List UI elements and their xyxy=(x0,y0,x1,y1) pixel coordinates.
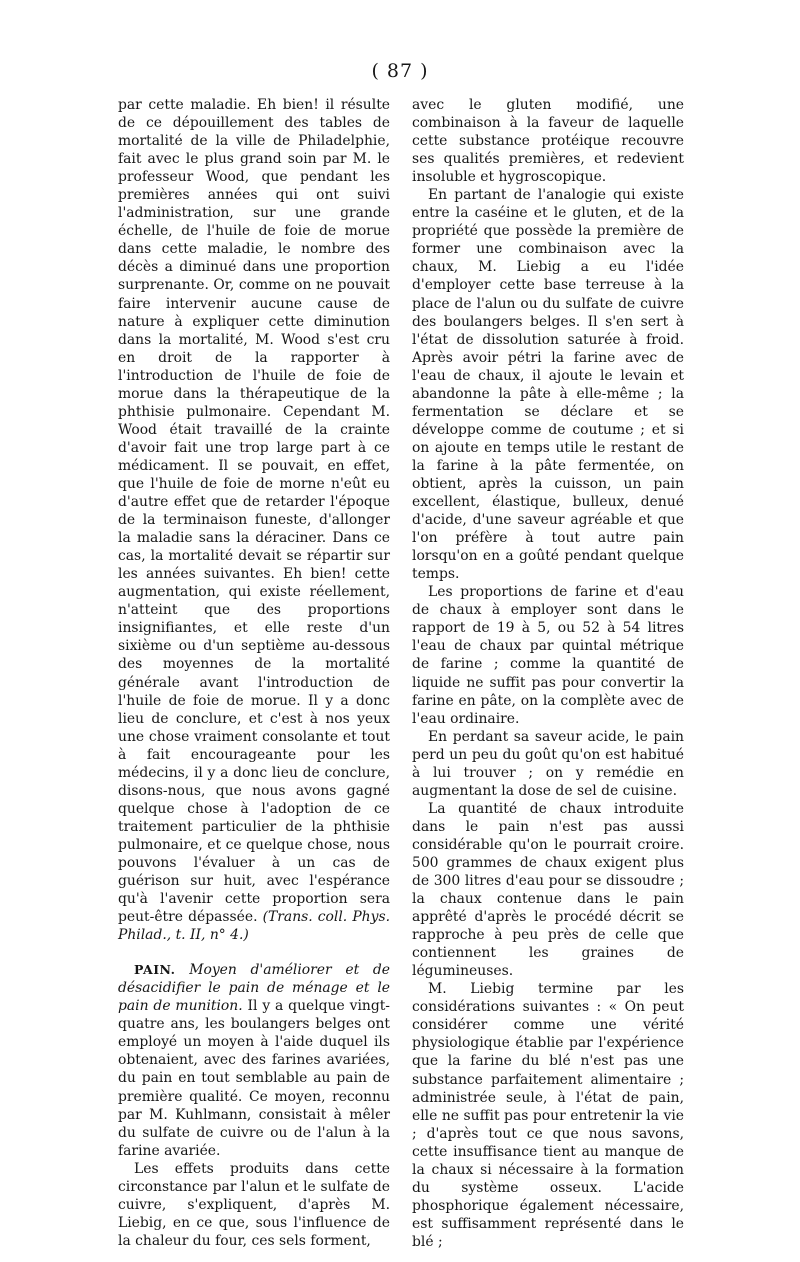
section-heading: PAIN. xyxy=(134,962,176,978)
right-paragraph-2: En partant de l'analogie qui existe entre la caséine et le gluten, et de la propriété que possède la première de former une combinaison avec la chaux, M. Liebig a eu l'idée d'employer cette base terreuse à la place de l'alun ou du sulfate de cuivre des boulangers belges. Il s'en sert à l'état de dissolution saturée à froid. Après avoir pétri la farine avec de l'eau de chaux, il ajoute le levain et abandonne la pâte à elle-même ; la fermentation se déclare et se développe comme de coutume ; et si on ajoute en temps utile le restant de la farine à la pâte fermentée, on obtient, après la cuisson, un pain excellent, élastique, bulleux, denué d'acide, d'une saveur agréable et que l'on préfère à tout autre pain lorsqu'on en a goûté pendant quelque temps. xyxy=(412,187,684,583)
page-number: ( 87 ) xyxy=(371,60,429,82)
right-column xyxy=(412,96,684,1251)
citation: (Trans. coll. Phys. Philad., t. II, n° 4.) xyxy=(118,909,390,944)
left-paragraph-3: Les effets produits dans cette circonstance par l'alun et le sulfate de cuivre, s'expliquent, d'après M. Liebig, en ce que, sous l'influence de la chaleur du four, ces sels forment, xyxy=(118,1160,390,1249)
right-paragraph-5: La quantité de chaux introduite dans le pain n'est pas aussi considérable qu'on le pourrait croire. 500 grammes de chaux exigent plus de 300 litres d'eau pour se dissoudre ; la chaux contenue dans le pain apprêté d'après le procédé décrit se rapproche à peu près de celle que contiennent les graines de légumineuses. xyxy=(412,800,684,980)
right-paragraph-6: M. Liebig termine par les considérations suivantes : « On peut considérer comme une vérité physiologique établie par l'expérience que la farine du blé n'est pas une substance parfaitement alimentaire ; administrée seule, à l'état de pain, elle ne suffit pas pour entretenir la vie ; d'après tout ce que nous savons, cette insuffisance tient au manque de la chaux si nécessaire à la formation du système osseux. L'acide phosphorique également nécessaire, est suffisamment représenté dans le blé ; xyxy=(412,981,684,1250)
wood-statistics-text: par cette maladie. Eh bien! il résulte de ce dépouillement des tables de mortalité de la ville de Philadelphie, fait avec le plus grand soin par M. le professeur Wood, que pendant les premières années qui ont suivi l'administration, sur une grande échelle, de l'huile de foie de morue dans cette maladie, le nombre des décès a diminué dans une proportion surprenante. Or, comme on ne pouvait faire intervenir aucune cause de nature à expliquer cette diminution dans la mortalité, M. Wood s'est cru en droit de la rapporter à l'introduction de l'huile de foie de morue dans la thérapeutique de la phthisie pulmonaire. Cependant M. Wood était travaillé de la crainte d'avoir fait une trop large part à ce médicament. Il se pouvait, en effet, que l'huile de foie de morne n'eût eu d'autre effet que de retarder l'époque de la terminaison funeste, d'allonger la maladie sans la déraciner. Dans ce cas, la mortalité devait se répartir sur les années suivantes. Eh bien! cette augmentation, qui existe réellement, n'atteint que des proportions insignifiantes, et elle reste d'un sixième ou d'un septième au-dessous des moyennes de la mortalité générale avant l'introduction de l'huile de foie de morue. Il y a donc lieu de conclure, et c'est à nos yeux une chose vraiment consolante et tout à fait encourageante pour les médecins, il y a donc lieu de conclure, disons-nous, que nous avons gagné quelque chose à l'adoption de ce traitement particulier de la phthisie pulmonaire, et ce quelque chose, nous pouvons l'évaluer à un cas de guérison sur huit, avec l'espérance qu'à l'avenir cette proportion sera peut-être dépassée. xyxy=(118,97,390,926)
section-intro: Il y a quelque vingt-quatre ans, les boulangers belges ont employé un moyen à l'aide duquel ils obtenaient, avec des farines avariées, du pain en tout semblable au pain de première qualité. Ce moyen, reconnu par M. Kuhlmann, consistait à mêler du sulfate de cuivre ou de l'alun à la farine avariée. xyxy=(118,998,391,1159)
left-paragraph-1 xyxy=(118,96,390,944)
right-paragraph-3: Les proportions de farine et d'eau de chaux à employer sont dans le rapport de 19 à 5, ou 52 à 54 litres l'eau de chaux par quintal métrique de farine ; comme la quantité de liquide ne suffit pas pour convertir la farine en pâte, on la complète avec de l'eau ordinaire. xyxy=(412,584,684,727)
section-gap xyxy=(118,944,390,961)
pain-section xyxy=(118,961,390,1160)
right-paragraph-4: En perdant sa saveur acide, le pain perd un peu du goût qu'on est habitué à lui trouver ; on y remédie en augmentant la dose de sel de cuisine. xyxy=(412,728,684,799)
section-title: Moyen d'améliorer et de désacidifier le pain de ménage et le pain de munition. xyxy=(118,962,390,1015)
left-column xyxy=(118,96,390,1250)
right-paragraph-1: avec le gluten modifié, une combinaison à la faveur de laquelle cette substance protéique recouvre ses qualités premières, et redevient insoluble et hygroscopique. xyxy=(412,97,684,186)
